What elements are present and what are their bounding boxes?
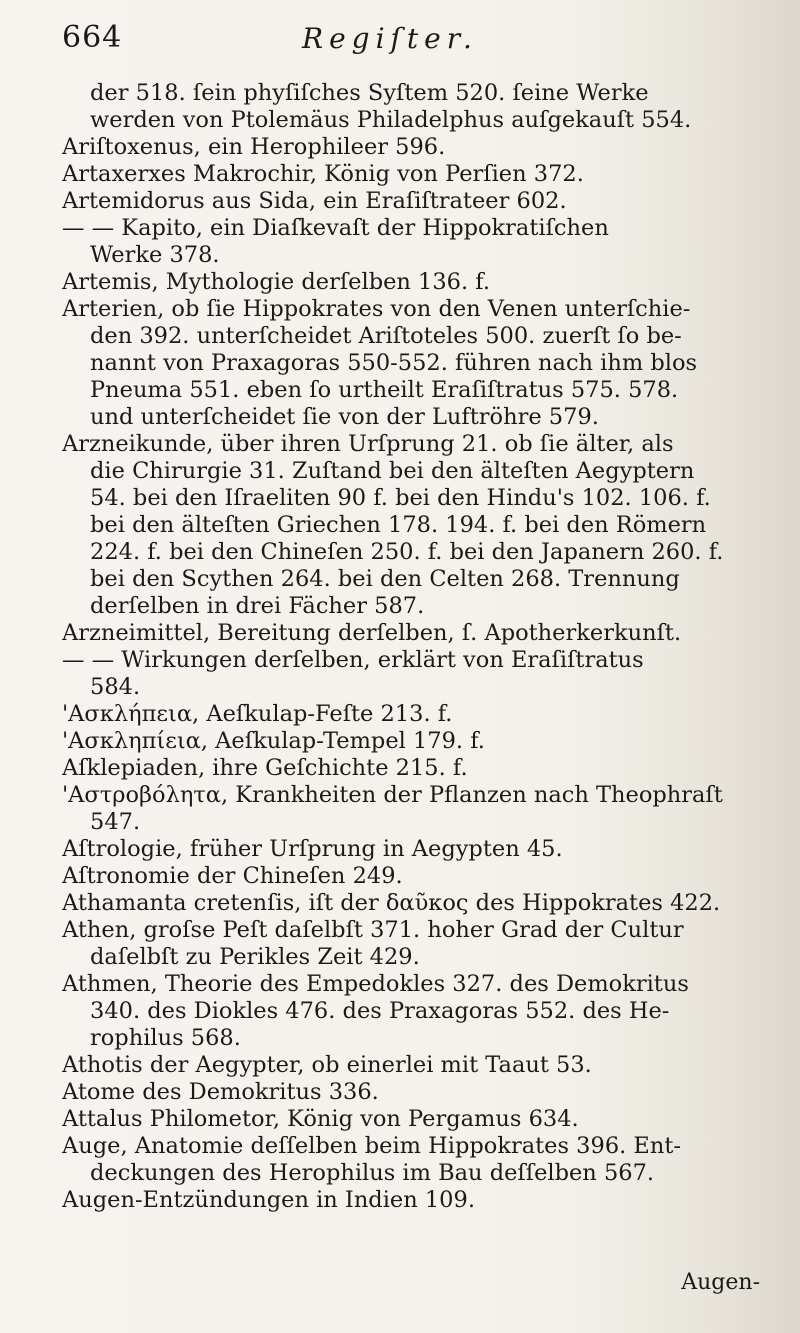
entry-line: 547. bbox=[90, 809, 141, 835]
register-entry bbox=[62, 269, 742, 296]
entry-line: Aſklepiaden, ihre Geſchichte 215. f. bbox=[62, 755, 468, 781]
entry-line: und unterſcheidet ſie von der Luftröhre 579. bbox=[90, 404, 599, 430]
entry-line: Athotis der Aegypter, ob einerlei mit Taaut 53. bbox=[62, 1052, 592, 1078]
entry-line: Artemis, Mythologie derſelben 136. f. bbox=[62, 269, 490, 295]
entry-line: Attalus Philometor, König von Pergamus 634. bbox=[62, 1106, 579, 1132]
entry-line: Aſtrologie, früher Urſprung in Aegypten 45. bbox=[62, 836, 563, 862]
register-entry bbox=[62, 782, 742, 836]
entry-line: Arterien, ob ſie Hippokrates von den Venen unterſchie- bbox=[62, 296, 691, 322]
register-entry bbox=[62, 215, 742, 269]
register-entry bbox=[62, 1187, 742, 1214]
entry-line: Artaxerxes Makrochir, König von Perſien 372. bbox=[62, 161, 584, 187]
entry-line: — — Wirkungen derſelben, erklärt von Eraſiſtratus bbox=[62, 647, 644, 673]
entry-line: 'Αστροβόλητα, Krankheiten der Pflanzen nach Theophraſt bbox=[62, 782, 723, 808]
entry-line: Athen, groſse Peſt daſelbſt 371. hoher Grad der Cultur bbox=[62, 917, 684, 943]
entry-line: Athamanta cretenſis, iſt der δαῦκος des Hippokrates 422. bbox=[62, 890, 721, 916]
entry-line: Aſtronomie der Chineſen 249. bbox=[62, 863, 403, 889]
entry-line: 340. des Diokles 476. des Praxagoras 552. des He- bbox=[90, 998, 670, 1024]
entry-line: die Chirurgie 31. Zuſtand bei den älteſten Aegyptern bbox=[90, 458, 695, 484]
entry-line: den 392. unterſcheidet Ariſtoteles 500. zuerſt ſo be- bbox=[90, 323, 682, 349]
register-entry bbox=[62, 431, 742, 620]
register-entry bbox=[62, 917, 742, 971]
catchword: Augen- bbox=[681, 1270, 760, 1295]
entry-line: Athmen, Theorie des Empedokles 327. des Demokritus bbox=[62, 971, 689, 997]
register-entry bbox=[62, 1106, 742, 1133]
register-entry bbox=[62, 728, 742, 755]
register-entry bbox=[62, 1052, 742, 1079]
register-entry bbox=[62, 1133, 742, 1187]
register-entry bbox=[62, 971, 742, 1052]
entry-line: rophilus 568. bbox=[90, 1025, 241, 1051]
entry-line: Ariſtoxenus, ein Herophileer 596. bbox=[62, 134, 446, 160]
register-entry bbox=[62, 161, 742, 188]
register-entry bbox=[62, 1079, 742, 1106]
entry-line: Arzneikunde, über ihren Urſprung 21. ob ſie älter, als bbox=[62, 431, 674, 457]
entry-line: Atome des Demokritus 336. bbox=[62, 1079, 379, 1105]
running-head: Regiſter. bbox=[302, 22, 478, 55]
register-entry bbox=[62, 701, 742, 728]
entry-line: nannt von Praxagoras 550-552. führen nach ihm blos bbox=[90, 350, 698, 376]
page-number: 664 bbox=[62, 20, 123, 55]
entry-line: Auge, Anatomie deſſelben beim Hippokrates 396. Ent- bbox=[62, 1133, 681, 1159]
entry-line: 584. bbox=[90, 674, 141, 700]
page-header bbox=[62, 20, 742, 60]
entry-line: Arzneimittel, Bereitung derſelben, ſ. Apotherkerkunſt. bbox=[62, 620, 682, 646]
entry-line: derſelben in drei Fächer 587. bbox=[90, 593, 425, 619]
register-entry bbox=[62, 863, 742, 890]
register-entry bbox=[62, 647, 742, 701]
entry-line: der 518. ſein phyſiſches Syſtem 520. ſeine Werke bbox=[90, 80, 649, 106]
entry-line: Werke 378. bbox=[90, 242, 220, 268]
entry-line: deckungen des Herophilus im Bau deſſelben 567. bbox=[90, 1160, 655, 1186]
entry-line: 'Ασκλήπεια, Aeſkulap-Feſte 213. f. bbox=[62, 701, 453, 727]
register-entry bbox=[62, 890, 742, 917]
register-entry bbox=[62, 755, 742, 782]
register-entry bbox=[62, 188, 742, 215]
entry-line: — — Kapito, ein Diaſkevaſt der Hippokratiſchen bbox=[62, 215, 609, 241]
register-entry bbox=[62, 296, 742, 431]
entry-line: Artemidorus aus Sida, ein Eraſiſtrateer 602. bbox=[62, 188, 567, 214]
entry-line: daſelbſt zu Perikles Zeit 429. bbox=[90, 944, 420, 970]
entry-line: 'Ασκληπίεια, Aeſkulap-Tempel 179. f. bbox=[62, 728, 485, 754]
entry-line: 54. bei den Iſraeliten 90 f. bei den Hindu's 102. 106. f. bbox=[90, 485, 711, 511]
register-entry bbox=[62, 836, 742, 863]
entry-line: werden von Ptolemäus Philadelphus auſgekauſt 554. bbox=[90, 107, 692, 133]
entry-line: Augen-Entzündungen in Indien 109. bbox=[62, 1187, 475, 1213]
entry-line: 224. f. bei den Chineſen 250. f. bei den Japanern 260. f. bbox=[90, 539, 724, 565]
entry-line: bei den Scythen 264. bei den Celten 268. Trennung bbox=[90, 566, 680, 592]
entry-line: Pneuma 551. eben ſo urtheilt Eraſiſtratus 575. 578. bbox=[90, 377, 679, 403]
register-entry bbox=[62, 134, 742, 161]
register-entries bbox=[62, 80, 742, 1214]
entry-line: bei den älteſten Griechen 178. 194. f. bei den Römern bbox=[90, 512, 707, 538]
register-entry bbox=[62, 80, 742, 134]
register-entry bbox=[62, 620, 742, 647]
